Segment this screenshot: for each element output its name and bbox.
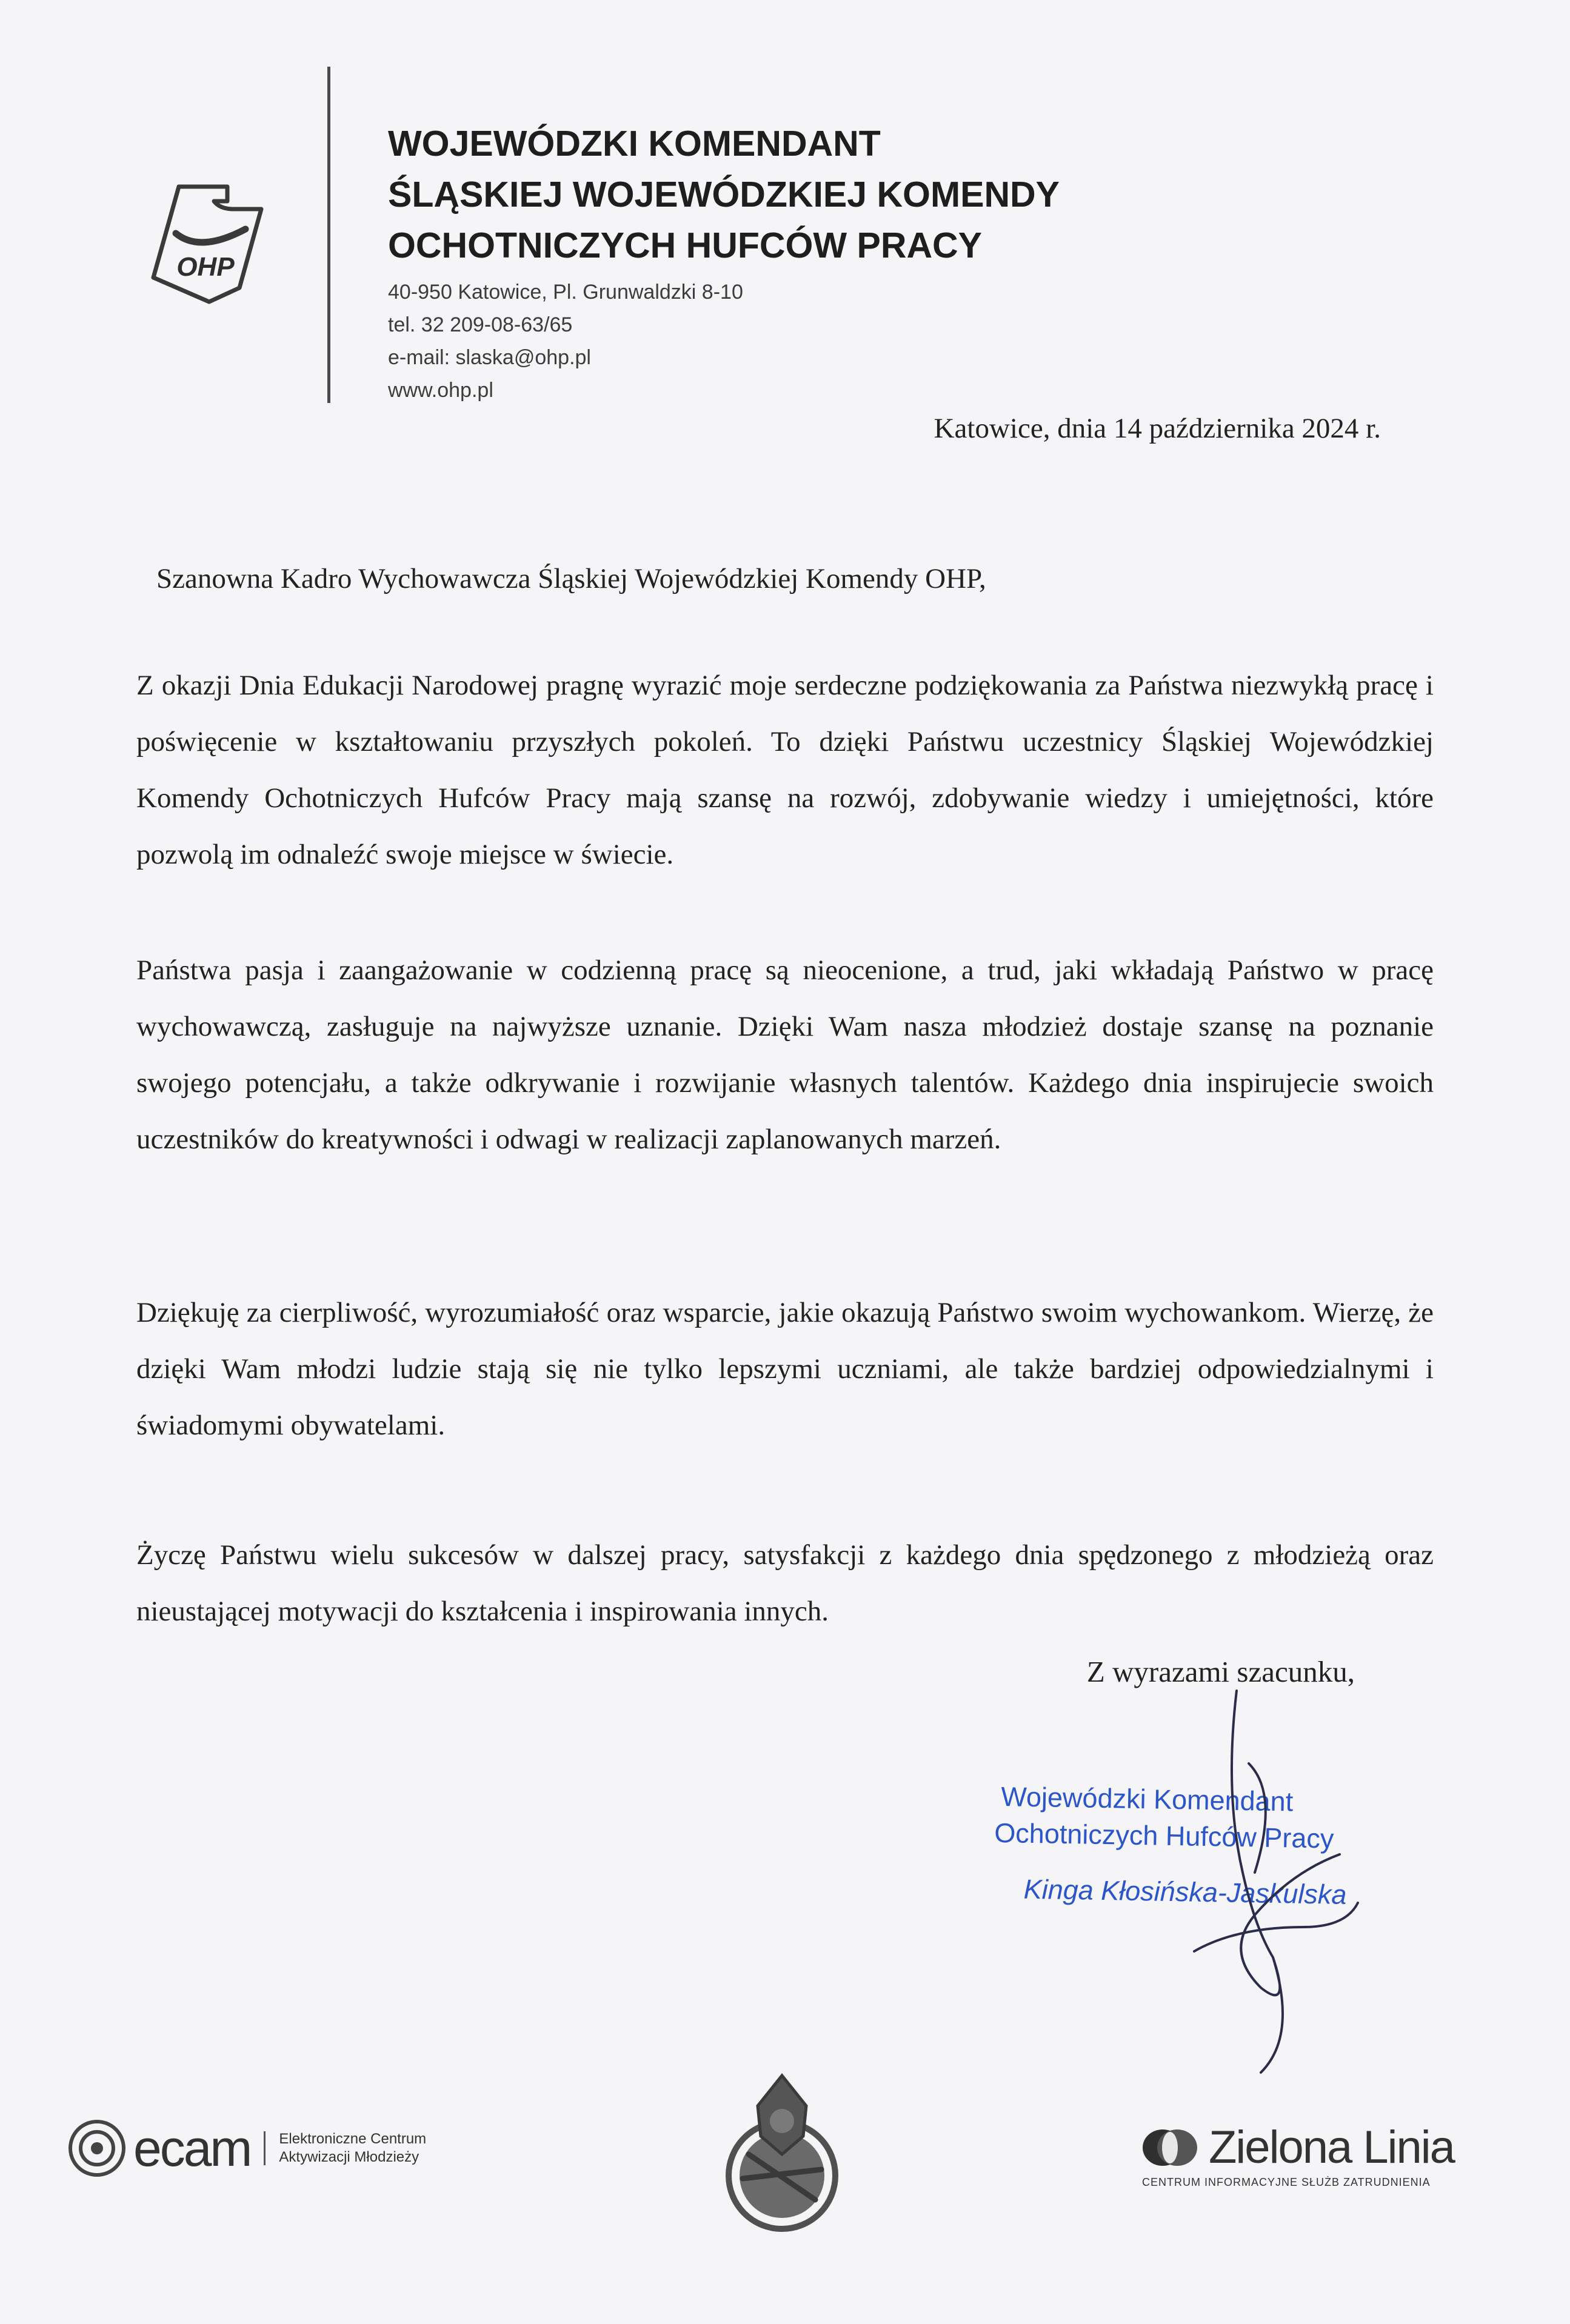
stamp-line-1: Wojewódzki Komendant <box>1000 1781 1294 1817</box>
website: www.ohp.pl <box>388 379 493 402</box>
paragraph-1: Z okazji Dnia Edukacji Narodowej pragnę wyrazić moje serdeczne podziękowania za Państwa niezwykłą pracę i poświęcenie w kształtowaniu przyszłych pokoleń. To dzięki Państwu uczestnicy Śląskiej Wojewódzkiej Komendy Ochotniczych Hufców Pracy mają szansę na rozwój, zdobywanie wiedzy i umiejętności, które pozwolą im odnaleźć swoje miejsce w świecie. <box>136 670 1434 870</box>
header-divider <box>327 67 330 403</box>
paragraph-2: Państwa pasja i zaangażowanie w codzienną pracę są nieocenione, a trud, jaki wkładają Państwo w pracę wychowawczą, zasługuje na najwyższe uznanie. Dzięki Wam nasza młodzież dostaje szansę na poznanie swojego potencjału, a także odkrywanie i rozwijanie własnych talentów. Każdego dnia inspirujecie swoich uczestników do kreatywności i odwagi w realizacji zaplanowanych marzeń. <box>136 954 1434 1155</box>
address: 40-950 Katowice, Pl. Grunwaldzki 8-10 <box>388 281 743 304</box>
closing: Z wyrazami szacunku, <box>1086 1655 1355 1688</box>
ecam-icon <box>67 2118 127 2179</box>
title-line-2: ŚLĄSKIEJ WOJEWÓDZKIEJ KOMENDY <box>388 175 1060 215</box>
ecam-word: ecam <box>133 2119 251 2177</box>
ecam-sub-1: Elektroniczne Centrum <box>279 2131 427 2147</box>
letter-date: Katowice, dnia 14 października 2024 r. <box>934 413 1381 444</box>
email: e-mail: slaska@ohp.pl <box>388 346 591 369</box>
zielona-linia-logo <box>1140 2121 1454 2189</box>
letterhead <box>388 118 1060 407</box>
ohp-logo-icon <box>142 176 276 309</box>
zielona-linia-icon <box>1140 2126 1200 2169</box>
ohp-badge-emblem-icon <box>715 2063 849 2233</box>
phone: tel. 32 209-08-63/65 <box>388 313 573 336</box>
zielona-linia-sub: CENTRUM INFORMACYJNE SŁUŻB ZATRUDNIENIA <box>1142 2176 1431 2188</box>
ecam-sub-2: Aktywizacji Młodzieży <box>279 2149 419 2165</box>
handwritten-signature <box>1152 1673 1394 2085</box>
stamp-line-2: Ochotniczych Hufców Pracy <box>994 1817 1334 1854</box>
ecam-separator <box>264 2131 266 2165</box>
logo-text: OHP <box>176 252 235 282</box>
stamp-line-3: Kinga Kłosińska-Jaskulska <box>1023 1873 1347 1910</box>
salutation: Szanowna Kadro Wychowawcza Śląskiej Wojewódzkiej Komendy OHP, <box>156 563 986 594</box>
title-line-1: WOJEWÓDZKI KOMENDANT <box>388 124 881 164</box>
paragraph-3: Dziękuję za cierpliwość, wyrozumiałość oraz wsparcie, jakie okazują Państwo swoim wychowankom. Wierzę, że dzięki Wam młodzi ludzie stają się nie tylko lepszymi uczniami, ale także bardziej odpowiedzialnymi i świadomymi obywatelami. <box>136 1297 1434 1441</box>
title-line-3: OCHOTNICZYCH HUFCÓW PRACY <box>388 225 983 265</box>
zielona-linia-name: Zielona Linia <box>1209 2122 1454 2173</box>
paragraph-4: Życzę Państwu wielu sukcesów w dalszej pracy, satysfakcji z każdego dnia spędzonego z młodzieżą oraz nieustającej motywacji do kształcenia i inspirowania innych. <box>136 1539 1434 1627</box>
ecam-logo <box>67 2118 426 2179</box>
